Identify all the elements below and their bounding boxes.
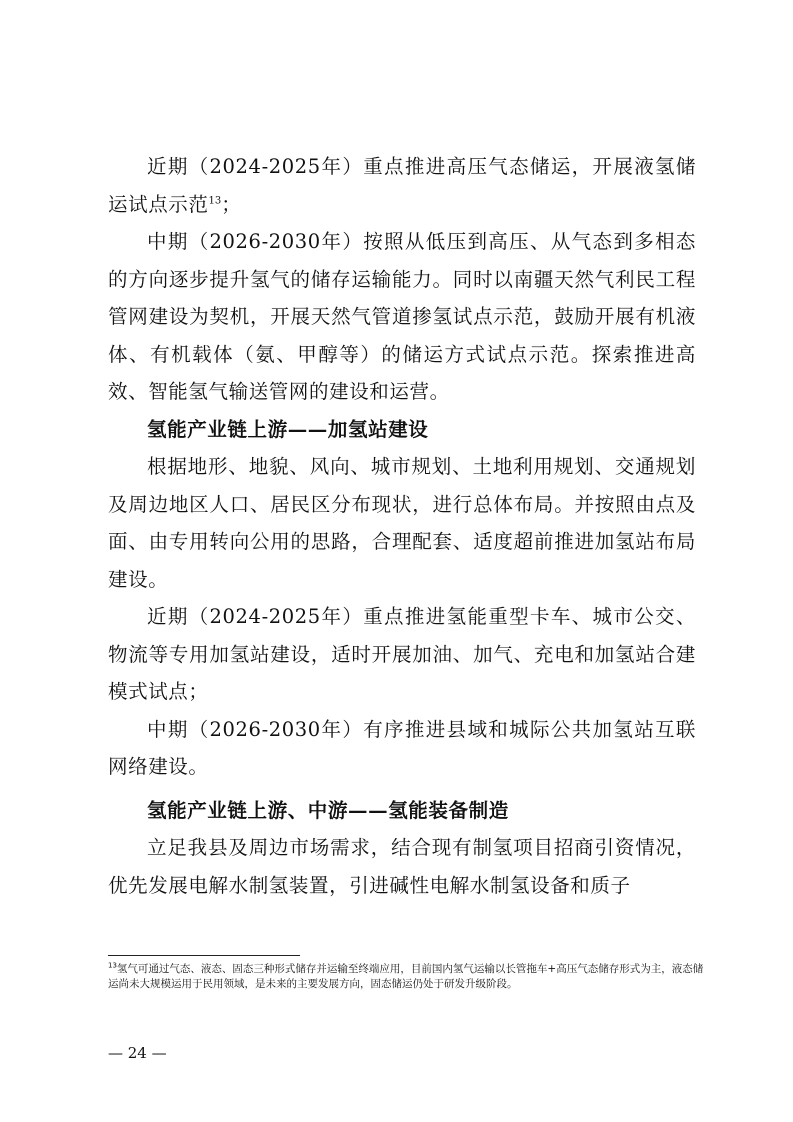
- footnote-reference[interactable]: 13: [208, 195, 222, 206]
- body-text: [108, 148, 696, 904]
- paragraph-near-term-storage: [108, 148, 696, 223]
- footnote: [108, 962, 704, 992]
- paragraph-tail: ；: [221, 192, 242, 216]
- paragraph-text: 近期（2024-2025年）重点推进高压气态储运，开展液氢储运试点示范: [108, 155, 696, 216]
- section-heading-refueling-stations: 氢能产业链上游——加氢站建设: [147, 417, 429, 441]
- paragraph-mid-term-storage: 中期（2026-2030年）按照从低压到高压、从气态到多相态的方向逐步提升氢气的储存运输能力。同时以南疆天然气利民工程管网建设为契机，开展天然气管道掺氢试点示范，鼓励开展有机液体、有机载体（氨、甲醇等）的储运方式试点示范。探索推进高效、智能氢气输送管网的建设和运营。: [108, 230, 696, 403]
- footnote-text: 氢气可通过气态、液态、固态三种形式储存并运输至终端应用，目前国内氢气运输以长管拖车+高压气态储存形式为主，液态储运尚未大规模运用于民用领域，是未来的主要发展方向，固态储运仍处于研发升级阶段。: [108, 963, 704, 990]
- footnote-separator: [108, 955, 300, 956]
- paragraph-near-term-stations: 近期（2024-2025年）重点推进氢能重型卡车、城市公交、物流等专用加氢站建设，适时开展加油、加气、充电和加氢站合建模式试点；: [108, 605, 696, 703]
- paragraph-mid-term-stations: 中期（2026-2030年）有序推进县域和城际公共加氢站互联网络建设。: [108, 717, 696, 778]
- footnote-marker: 13: [108, 961, 117, 970]
- section-heading-equipment-manufacturing: 氢能产业链上游、中游——氢能装备制造: [147, 798, 509, 822]
- paragraph-station-layout: 根据地形、地貌、风向、城市规划、土地利用规划、交通规划及周边地区人口、居民区分布现状，进行总体布局。并按照由点及面、由专用转向公用的思路，合理配套、适度超前推进加氢站布局建设。: [108, 455, 696, 591]
- page-number: — 24 —: [108, 1044, 167, 1062]
- paragraph-equipment-manufacturing: 立足我县及周边市场需求，结合现有制氢项目招商引资情况，优先发展电解水制氢装置，引进碱性电解水制氢设备和质子: [108, 836, 696, 897]
